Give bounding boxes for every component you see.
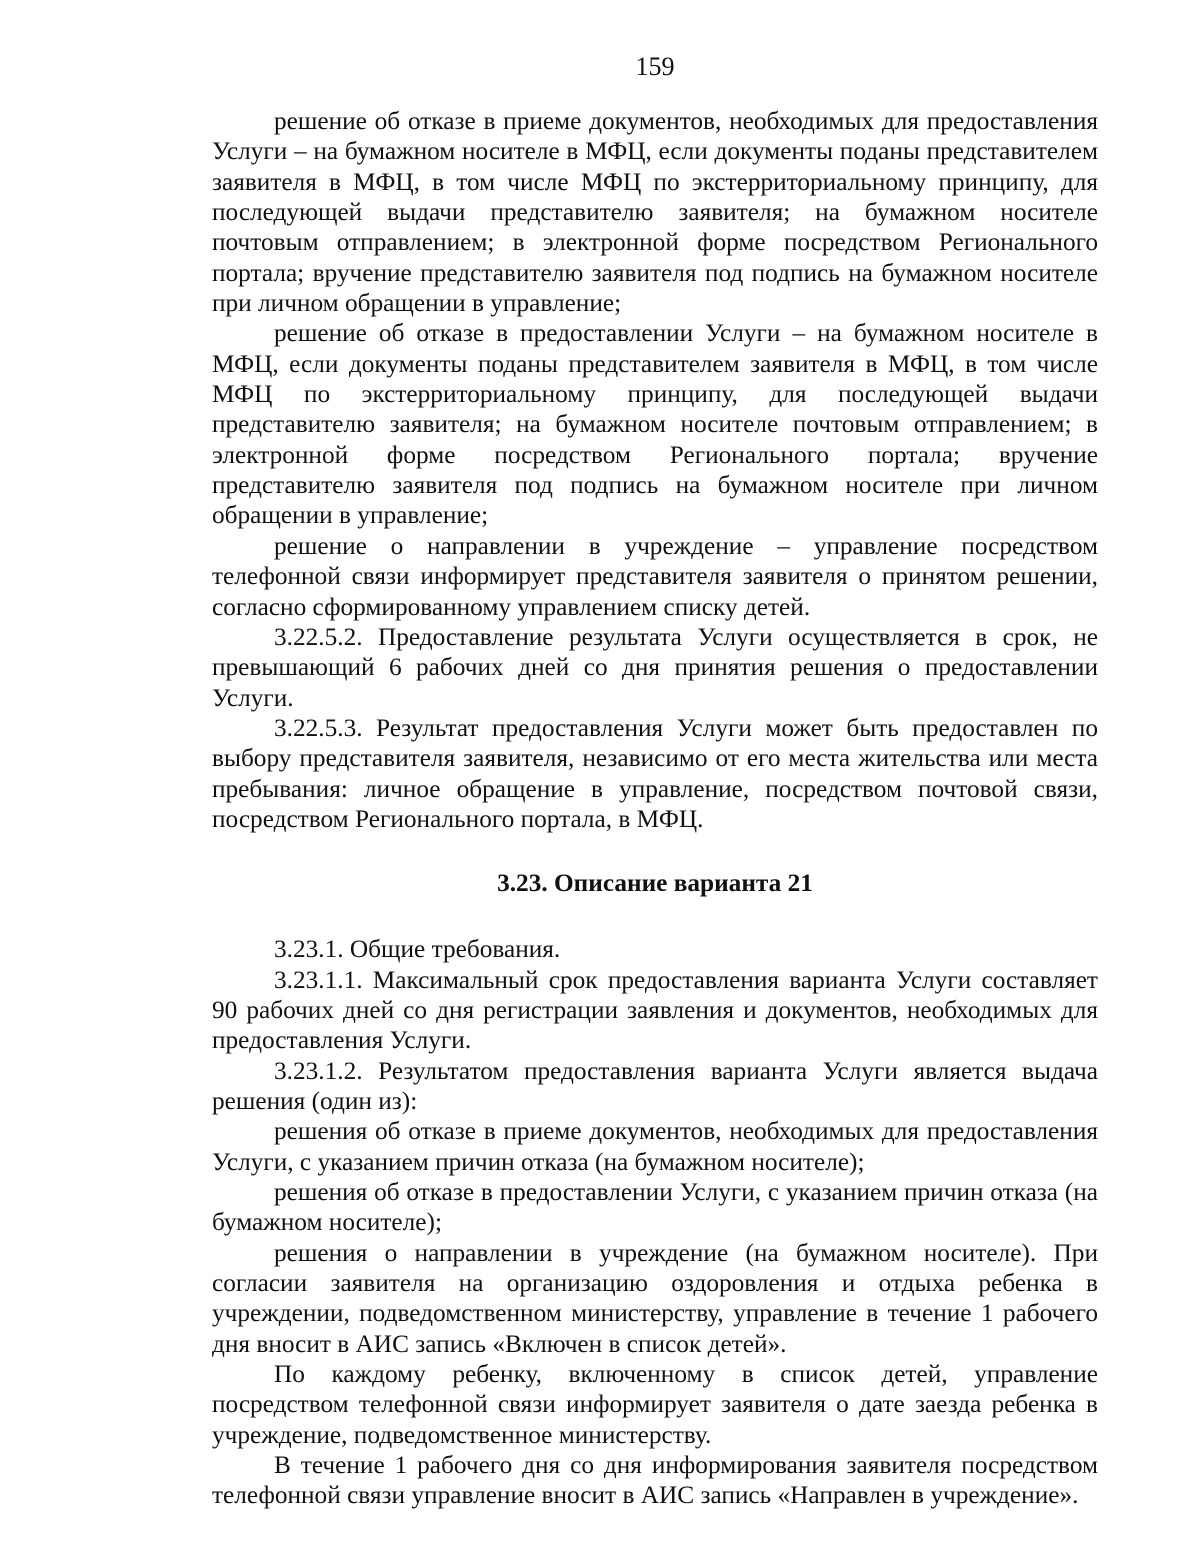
- paragraph: решение об отказе в приеме документов, необходимых для предоставления Услуги – на бумажном носителе в МФЦ, если документы поданы представителем заявителя в МФЦ, в том числе МФЦ по экстерриториальному принципу, для последующей выдачи представителю заявителя; на бумажном носителе почтовым отправлением; в электронной форме посредством Регионального портала; вручение представителю заявителя под подпись на бумажном носителе при личном обращении в управление;: [212, 107, 1098, 318]
- paragraph: 3.23.1.1. Максимальный срок предоставления варианта Услуги составляет 90 рабочих дней со дня регистрации заявления и документов, необходимых для предоставления Услуги.: [212, 965, 1098, 1055]
- paragraph: решения об отказе в приеме документов, необходимых для предоставления Услуги, с указанием причин отказа (на бумажном носителе);: [212, 1117, 1098, 1176]
- paragraph: По каждому ребенку, включенному в список детей, управление посредством телефонной связи информирует заявителя о дате заезда ребенка в учреждение, подведомственное министерству.: [212, 1360, 1098, 1449]
- section-heading: 3.23. Описание варианта 21: [497, 869, 813, 898]
- paragraph: решение о направлении в учреждение – управление посредством телефонной связи информирует представителя заявителя о принятом решении, согласно сформированному управлением списку детей.: [212, 531, 1098, 621]
- paragraph: 3.22.5.3. Результат предоставления Услуги может быть предоставлен по выбору представителя заявителя, независимо от его места жительства или места пребывания: личное обращение в управление, посредством почтовой связи, посредством Регионального портала, в МФЦ.: [212, 713, 1098, 833]
- paragraph: 3.22.5.2. Предоставление результата Услуги осуществляется в срок, не превышающий 6 рабочих дней со дня принятия решения о предоставлении Услуги.: [212, 622, 1098, 712]
- document-body: [212, 106, 1098, 1511]
- paragraph: 3.23.1.2. Результатом предоставления варианта Услуги является выдача решения (один из):: [212, 1056, 1098, 1115]
- paragraph: решение об отказе в предоставлении Услуги – на бумажном носителе в МФЦ, если документы поданы представителем заявителя в МФЦ, в том числе МФЦ по экстерриториальному принципу, для последующей выдачи представителю заявителя; на бумажном носителе почтовым отправлением; в электронной форме посредством Регионального портала; вручение представителю заявителя под подпись на бумажном носителе при личном обращении в управление;: [212, 319, 1098, 530]
- paragraph: решения об отказе в предоставлении Услуги, с указанием причин отказа (на бумажном носителе);: [212, 1178, 1098, 1237]
- paragraph: решения о направлении в учреждение (на бумажном носителе). При согласии заявителя на организацию оздоровления и отдыха ребенка в учреждении, подведомственном министерству, управление в течение 1 рабочего дня вносит в АИС запись «Включен в список детей».: [212, 1238, 1098, 1358]
- paragraph: 3.23.1. Общие требования.: [274, 935, 561, 964]
- paragraph: В течение 1 рабочего дня со дня информирования заявителя посредством телефонной связи управление вносит в АИС запись «Направлен в учреждение».: [212, 1451, 1098, 1510]
- page-number: 159: [635, 52, 675, 81]
